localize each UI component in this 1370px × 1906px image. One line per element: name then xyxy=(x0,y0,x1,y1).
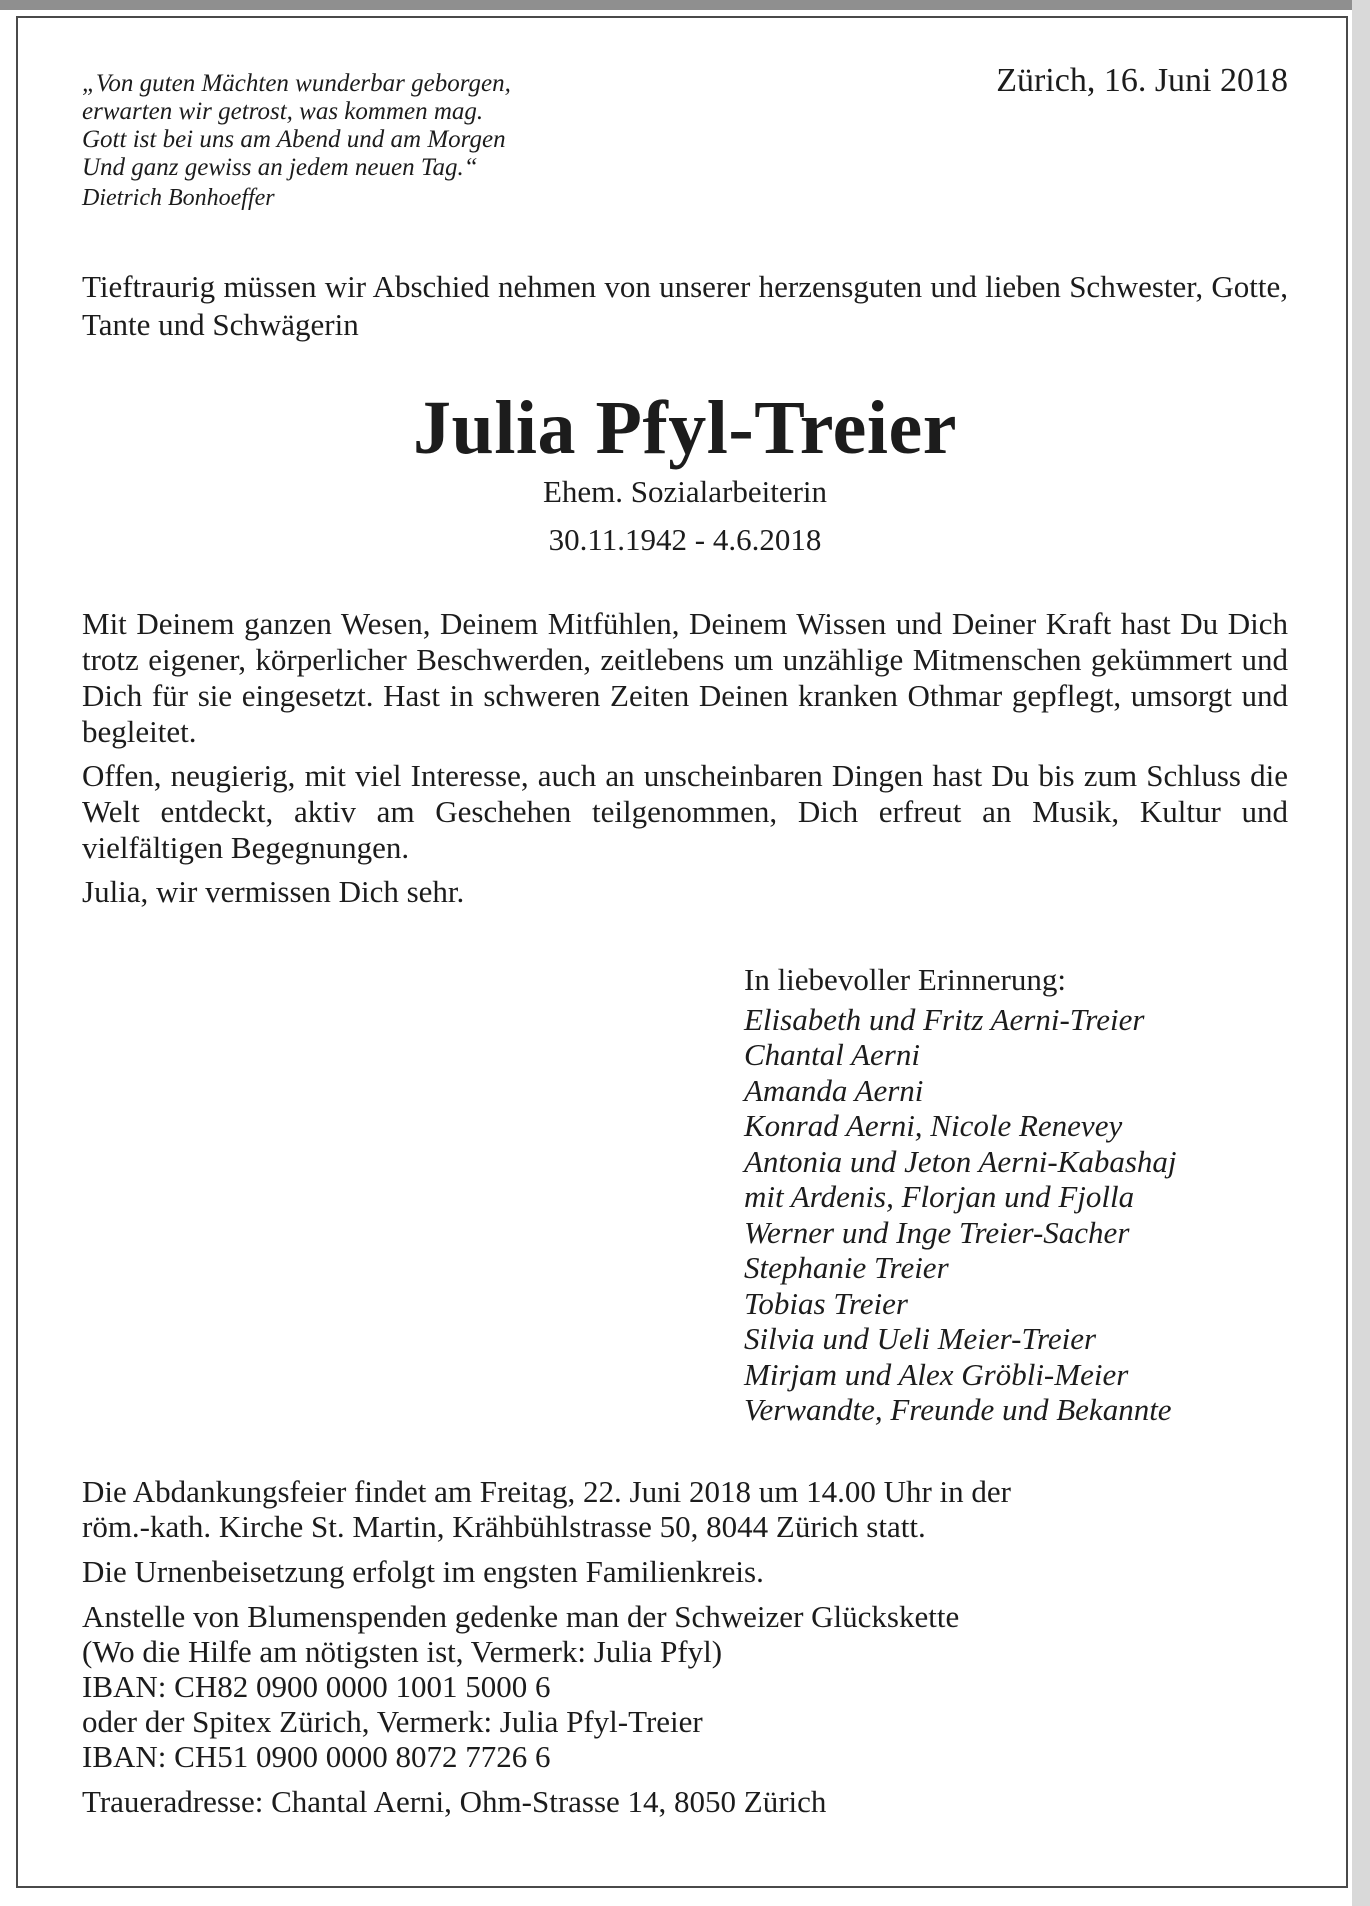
mourner-name: Verwandte, Freunde und Bekannte xyxy=(744,1392,1172,1427)
mourner-name: Mirjam und Alex Gröbli-Meier xyxy=(744,1356,1129,1392)
donation-info xyxy=(82,1599,1288,1774)
mourner-name: Chantal Aerni xyxy=(744,1037,920,1072)
motto-line: Gott ist bei uns am Abend und am Morgen xyxy=(82,126,506,153)
top-edge xyxy=(0,0,1370,10)
mourner-name: Antonia und Jeton Aerni-Kabashaj xyxy=(744,1143,1177,1179)
ceremony-line: Die Abdankungsfeier findet am Freitag, 22. Juni 2018 um 14.00 Uhr in der xyxy=(82,1474,1011,1509)
tribute-paragraph: Julia, wir vermissen Dich sehr. xyxy=(82,874,465,909)
mourner-name: Amanda Aerni xyxy=(744,1072,924,1108)
tribute-text xyxy=(82,606,1288,918)
motto-line: erwarten wir getrost, was kommen mag. xyxy=(82,98,484,125)
intro-text: Tieftraurig müssen wir Abschied nehmen von unserer herzensguten und lieben Schwester, Gotte, Tante und Schwägerin xyxy=(82,269,1288,342)
motto-quote xyxy=(82,70,642,182)
tribute-paragraph: Mit Deinem ganzen Wesen, Deinem Mitfühlen, Deinem Wissen und Deiner Kraft hast Du Dich trotz eigener, körperlicher Beschwerden, zeitlebens um unzählige Mitmenschen gekümmert und Dich für sie eingesetzt. Hast in schweren Zeiten Deinen kranken Othmar gepflegt, umsorgt und begleitet. xyxy=(82,606,1288,749)
life-dates: 30.11.1942 - 4.6.2018 xyxy=(548,522,822,557)
deceased-occupation: Ehem. Sozialarbeiterin xyxy=(542,474,828,509)
mourning-address: Traueradresse: Chantal Aerni, Ohm-Strasse 14, 8050 Zürich xyxy=(82,1784,827,1819)
donation-line: (Wo die Hilfe am nötigsten ist, Vermerk: Julia Pfyl) xyxy=(82,1634,723,1669)
right-edge xyxy=(1352,0,1370,1906)
mourner-name: Werner und Inge Treier-Sacher xyxy=(744,1214,1130,1250)
motto-author: Dietrich Bonhoeffer xyxy=(82,185,275,211)
burial-info: Die Urnenbeisetzung erfolgt im engsten Familienkreis. xyxy=(82,1554,764,1589)
ceremony-info xyxy=(82,1474,1288,1544)
motto-line: „Von guten Mächten wunderbar geborgen, xyxy=(82,70,511,97)
mourner-name: Silvia und Ueli Meier-Treier xyxy=(744,1321,1097,1356)
mourners-list xyxy=(744,962,1314,1428)
donation-line: Anstelle von Blumenspenden gedenke man der Schweizer Glückskette xyxy=(82,1599,960,1634)
mourner-name: Konrad Aerni, Nicole Renevey xyxy=(744,1108,1123,1143)
place-date: Zürich, 16. Juni 2018 xyxy=(996,62,1288,99)
mourners-heading: In liebevoller Erinnerung: xyxy=(744,962,1066,997)
deceased-name: Julia Pfyl-Treier xyxy=(413,386,957,470)
iban-line: IBAN: CH51 0900 0000 8072 7726 6 xyxy=(82,1739,551,1774)
ceremony-line: röm.-kath. Kirche St. Martin, Krähbühlstrasse 50, 8044 Zürich statt. xyxy=(82,1509,926,1544)
tribute-paragraph: Offen, neugierig, mit viel Interesse, auch an unscheinbaren Dingen hast Du bis zum Schluss die Welt entdeckt, aktiv am Geschehen teilgenommen, Dich erfreut an Musik, Kultur und vielfältigen Begegnungen. xyxy=(82,758,1288,865)
mourner-name: mit Ardenis, Florjan und Fjolla xyxy=(744,1179,1135,1214)
funeral-info xyxy=(82,1474,1288,1829)
motto-line: Und ganz gewiss an jedem neuen Tag.“ xyxy=(82,154,478,181)
mourner-name: Elisabeth und Fritz Aerni-Treier xyxy=(744,1001,1145,1037)
iban-line: IBAN: CH82 0900 0000 1001 5000 6 xyxy=(82,1669,551,1704)
donation-line: oder der Spitex Zürich, Vermerk: Julia Pfyl-Treier xyxy=(82,1704,703,1739)
mourner-name: Stephanie Treier xyxy=(744,1250,949,1285)
mourner-name: Tobias Treier xyxy=(744,1285,908,1321)
